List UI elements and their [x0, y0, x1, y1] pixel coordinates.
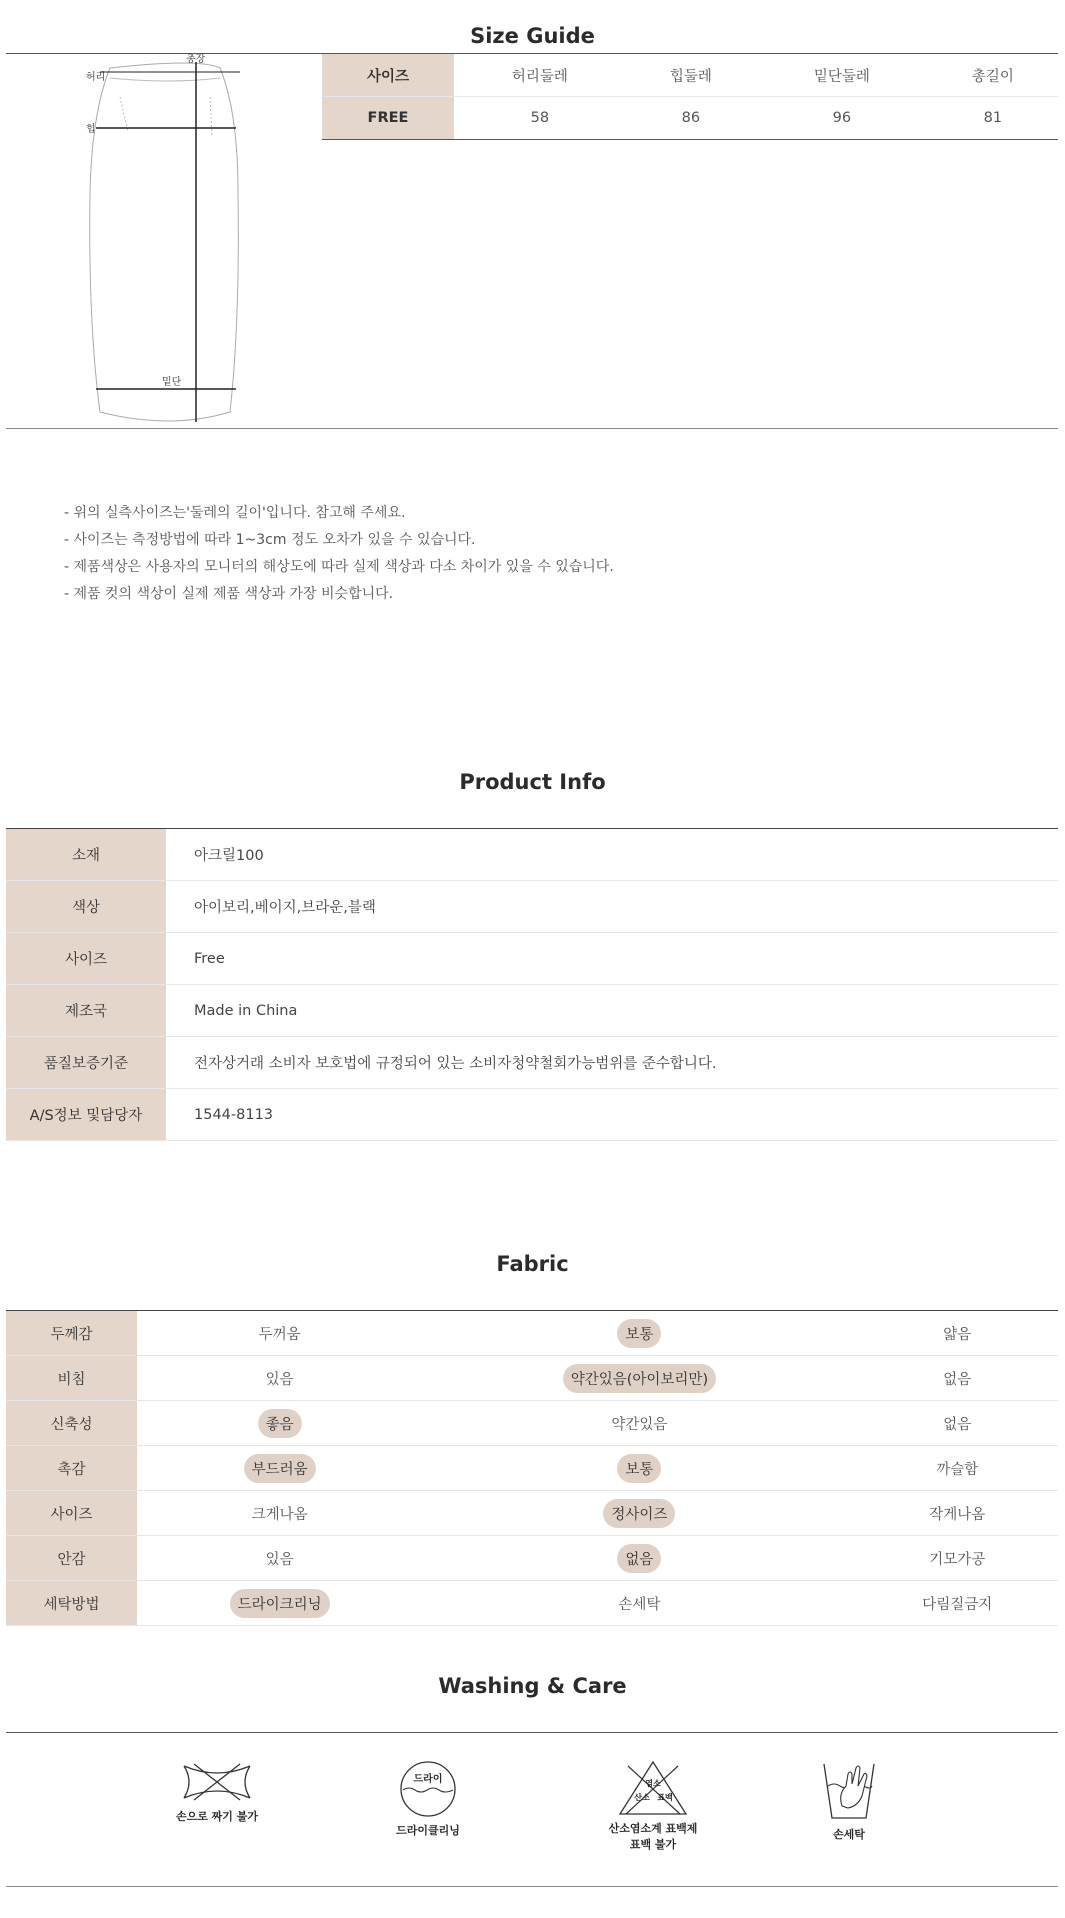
size-row-label: FREE: [322, 97, 454, 140]
info-label: 제조국: [6, 985, 166, 1037]
size-col: 총길이: [928, 54, 1058, 97]
fabric-row: [6, 1401, 1058, 1446]
label-hem: 밑단: [162, 377, 182, 388]
fabric-row: [6, 1581, 1058, 1626]
note-line: - 제품색상은 사용자의 모니터의 해상도에 따라 실제 색상과 다소 차이가 있을 수 있습니다.: [64, 559, 614, 575]
fabric-row: [6, 1491, 1058, 1536]
fabric-option: [137, 1446, 422, 1491]
svg-text:표백: 표백: [657, 1793, 673, 1802]
info-label: 사이즈: [6, 933, 166, 985]
fabric-option: [422, 1446, 856, 1491]
info-row: [6, 1089, 1058, 1141]
note-line: - 제품 컷의 색상이 실제 제품 색상과 가장 비슷합니다.: [64, 586, 394, 602]
info-value: 전자상거래 소비자 보호법에 규정되어 있는 소비자청약철회가능범위를 준수합니다.: [166, 1037, 1058, 1089]
label-hip: 힙: [86, 124, 96, 135]
info-value: 아이보리,베이지,브라운,블랙: [166, 881, 1058, 933]
size-value: 81: [928, 97, 1058, 140]
size-value: 86: [626, 97, 756, 140]
size-table: [322, 54, 1058, 140]
care-label: 드라이클리닝: [396, 1824, 460, 1837]
fabric-option: 크게나옴: [137, 1491, 422, 1536]
info-row: [6, 933, 1058, 985]
label-waist: 허리: [86, 72, 106, 83]
fabric-option: [422, 1356, 856, 1401]
size-col: 힙둘레: [626, 54, 756, 97]
care-item-hand-wash: [779, 1760, 919, 1842]
fabric-option: 약간있음: [422, 1401, 856, 1446]
info-label: 품질보증기준: [6, 1037, 166, 1089]
product-info-title: Product Info: [459, 770, 606, 794]
no-bleach-icon: [618, 1760, 688, 1816]
info-value: 1544-8113: [166, 1089, 1058, 1141]
fabric-option: 있음: [137, 1536, 422, 1581]
info-row: [6, 985, 1058, 1037]
info-label: A/S정보 및담당자: [6, 1089, 166, 1141]
info-value: Made in China: [166, 985, 1058, 1037]
fabric-option: 없음: [857, 1401, 1058, 1446]
care-label: 손으로 짜기 불가: [175, 1810, 259, 1823]
size-col: 밑단둘레: [756, 54, 928, 97]
fabric-row: [6, 1356, 1058, 1401]
care-title: Washing & Care: [438, 1674, 627, 1698]
fabric-option: [137, 1581, 422, 1626]
fabric-row: [6, 1446, 1058, 1491]
fabric-option: [422, 1536, 856, 1581]
divider: [6, 1732, 1058, 1733]
dry-cleaning-icon: [397, 1760, 459, 1818]
selected-option-pill: 좋음: [258, 1409, 302, 1438]
care-item-dry-cleaning: [358, 1760, 498, 1838]
info-row: [6, 829, 1058, 881]
fabric-row: [6, 1536, 1058, 1581]
fabric-option: 손세탁: [422, 1581, 856, 1626]
info-row: [6, 1037, 1058, 1089]
fabric-option: 없음: [857, 1356, 1058, 1401]
fabric-title: Fabric: [496, 1252, 569, 1276]
fabric-option: 두꺼움: [137, 1311, 422, 1356]
selected-option-pill: 약간있음(아이보리만): [563, 1364, 716, 1393]
size-value-row: [322, 97, 1058, 140]
info-label: 색상: [6, 881, 166, 933]
fabric-option: 작게나옴: [857, 1491, 1058, 1536]
care-item-no-bleach: [583, 1760, 723, 1852]
waistband: [110, 78, 220, 81]
dry-text: 드라이: [413, 1774, 443, 1785]
info-value: Free: [166, 933, 1058, 985]
fabric-option: [422, 1491, 856, 1536]
info-label: 소재: [6, 829, 166, 881]
selected-option-pill: 정사이즈: [603, 1499, 675, 1528]
size-guide-title: Size Guide: [470, 24, 595, 48]
svg-text:염소: 염소: [645, 1779, 661, 1788]
note-line: - 위의 실측사이즈는'둘레의 길이'입니다. 참고해 주세요.: [64, 505, 406, 521]
divider: [6, 428, 1058, 429]
fabric-option: 다림질금지: [857, 1581, 1058, 1626]
fabric-option: 있음: [137, 1356, 422, 1401]
hand-wash-icon: [818, 1760, 880, 1822]
care-item-no-wringing: [147, 1760, 287, 1824]
size-header-label: 사이즈: [322, 54, 454, 97]
fabric-option: [137, 1401, 422, 1446]
svg-text:산소: 산소: [634, 1793, 650, 1802]
fabric-label: 안감: [6, 1536, 137, 1581]
skirt-outline: [90, 63, 239, 421]
care-label: 표백 불가: [629, 1838, 677, 1851]
care-label: 산소염소계 표백제: [608, 1822, 698, 1835]
label-total: 총장: [186, 54, 206, 65]
fabric-label: 두께감: [6, 1311, 137, 1356]
fabric-option: [422, 1311, 856, 1356]
product-info-table: [6, 828, 1058, 1141]
size-notes: [64, 500, 614, 608]
info-row: [6, 881, 1058, 933]
fabric-label: 비침: [6, 1356, 137, 1401]
selected-option-pill: 없음: [617, 1544, 661, 1573]
info-value: 아크릴100: [166, 829, 1058, 881]
fabric-table: [6, 1310, 1058, 1626]
fabric-label: 촉감: [6, 1446, 137, 1491]
fabric-option: 얇음: [857, 1311, 1058, 1356]
note-line: - 사이즈는 측정방법에 따라 1~3cm 정도 오차가 있을 수 있습니다.: [64, 532, 476, 548]
fabric-label: 세탁방법: [6, 1581, 137, 1626]
size-value: 96: [756, 97, 928, 140]
size-col: 허리둘레: [454, 54, 626, 97]
darts: [120, 97, 212, 137]
size-value: 58: [454, 97, 626, 140]
selected-option-pill: 보통: [617, 1319, 661, 1348]
skirt-diagram: [60, 52, 260, 432]
selected-option-pill: 부드러움: [244, 1454, 316, 1483]
care-label: 손세탁: [833, 1828, 865, 1841]
fabric-row: [6, 1311, 1058, 1356]
fabric-option: 까슬함: [857, 1446, 1058, 1491]
fabric-label: 사이즈: [6, 1491, 137, 1536]
fabric-label: 신축성: [6, 1401, 137, 1446]
selected-option-pill: 드라이크리닝: [230, 1589, 330, 1618]
size-header-row: [322, 54, 1058, 97]
selected-option-pill: 보통: [617, 1454, 661, 1483]
divider: [6, 1886, 1058, 1887]
fabric-option: 기모가공: [857, 1536, 1058, 1581]
no-wringing-icon: [180, 1760, 254, 1804]
